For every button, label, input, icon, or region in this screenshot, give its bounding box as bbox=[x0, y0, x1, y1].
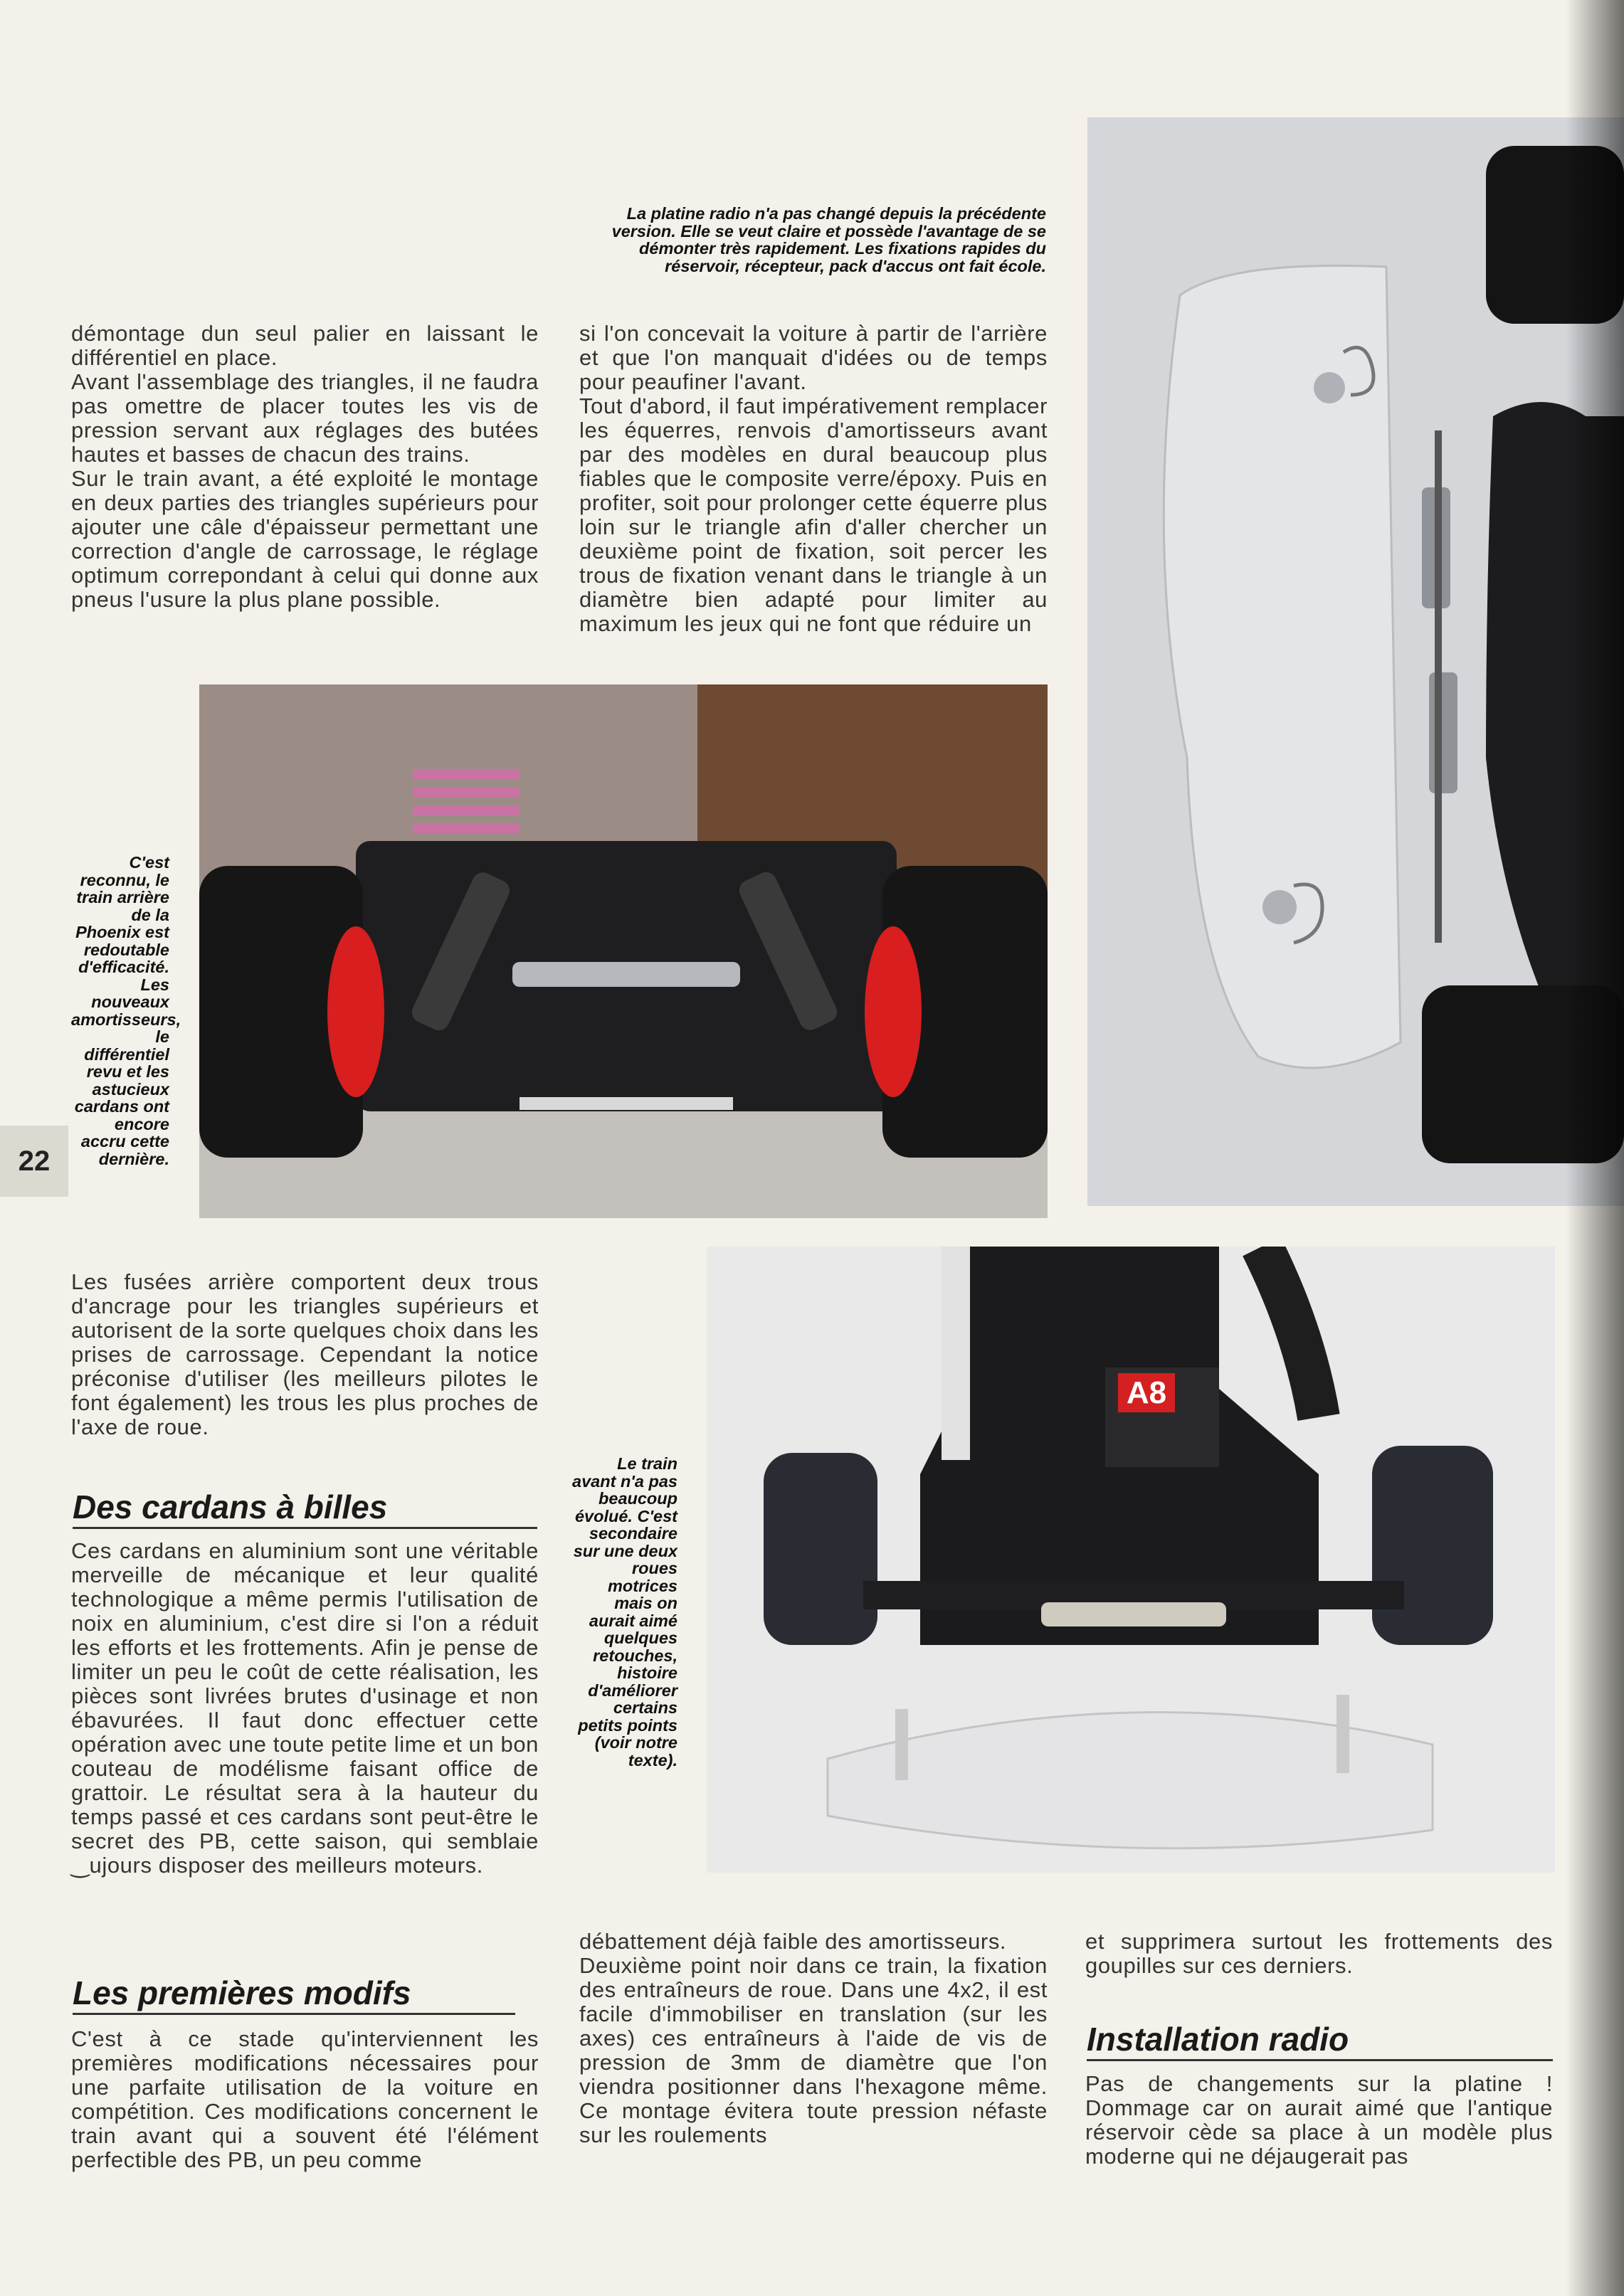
paragraph: débattement déjà faible des amortisseurs. bbox=[579, 1929, 1007, 1954]
caption-radio-plate: La platine radio n'a pas changé depuis la précédente version. Elle se veut claire et possède l'avantage de se démonter très rapidement. Les fixations rapides du réservoir, récepteur, pack d'accus ont fait école. bbox=[611, 204, 1046, 275]
column-right-bottom-b bbox=[1085, 2072, 1553, 2169]
paragraph: Tout d'abord, il faut impérativement remplacer les équerres, renvois d'amortisseurs avant par des modèles en dural beaucoup plus fiables que le composite verre/époxy. Puis en profiter, soit pour prolonger cette équerre plus loin sur le triangle afin d'aller chercher un deuxième point de fixation, soit percer les trous de fixation venant dans le triangle à un diamètre bien adapté pour limiter au maximum les jeux qui ne font que réduire un bbox=[579, 393, 1048, 636]
photo-front-train bbox=[707, 1247, 1555, 1873]
photo-radio-plate bbox=[1087, 117, 1624, 1206]
column-right-bottom-a bbox=[1085, 1930, 1553, 1978]
column-middle-bottom bbox=[579, 1930, 1048, 2147]
paragraph: Ces cardans en aluminium sont une véritable merveille de mécanique et leur qualité technologique a même permis l'utilisation de noix en aluminium, c'est dire si l'on a réduit les efforts et les frottements. Afin je pense de limiter un peu le coût de cette réalisation, les pièces sont livrées brutes d'usinage et non ébavurées. Il faut donc effectuer cette opération avec une toute petite lime et un bon couteau de modélisme faisant office de grattoir. Le résultat sera à la hauteur du temps passé et ces cardans sont peut-être le secret des PB, cette saison, qui semblaie ‿ujours disposer des meilleurs moteurs. bbox=[71, 1538, 539, 1878]
page-number: 22 bbox=[0, 1126, 68, 1197]
caption-front-train: Le train avant n'a pas beaucoup évolué. C'est secondaire sur une deux roues motrices mais on aurait aimé quelques retouches, histoire d'améliorer certains petits points (voir notre texte). bbox=[572, 1454, 677, 1769]
box-badge-text: A8 bbox=[1126, 1375, 1167, 1410]
paragraph: démontage dun seul palier en laissant le différentiel en place. bbox=[71, 321, 539, 370]
paragraph: Avant l'assemblage des triangles, il ne faudra pas omettre de placer toutes les vis de pression servant aux réglages des butées hautes et basses de chacun des trains. bbox=[71, 369, 539, 467]
paragraph: Sur le train avant, a été exploité le montage en deux parties des triangles supérieurs pour ajouter une câle d'épaisseur permettant une correction d'angle de carrossage, le réglage optimum correpondant à celui qui donne aux pneus l'usure la plus plane possible. bbox=[71, 466, 539, 612]
paragraph: Les fusées arrière comportent deux trous d'ancrage pour les triangles supérieurs et autorisent de la sorte quelques choix dans les prises de carrossage. Cependant la notice préconise d'utiliser (les meilleurs pilotes le font également) les trous les plus proches de l'axe de roue. bbox=[71, 1269, 539, 1439]
front-train-image bbox=[707, 1247, 1555, 1873]
column-middle-top bbox=[579, 322, 1048, 636]
radio-plate-image bbox=[1087, 117, 1624, 1206]
paragraph: si l'on concevait la voiture à partir de l'arrière et que l'on manquait d'idées ou de temps pour peaufiner l'avant. bbox=[579, 321, 1048, 394]
paragraph: Deuxième point noir dans ce train, la fixation des entraîneurs de roue. Dans une 4x2, il est facile d'immobiliser en translation (sur les axes) ces entraîneurs à l'aide de vis de pression de 3mm de diamètre que l'on viendra positionner dans l'hexagone même. Ce montage évitera toute pression néfaste sur les roulements bbox=[579, 1953, 1048, 2147]
page-binding-shadow bbox=[1566, 0, 1624, 2296]
column-left-cardans bbox=[71, 1539, 539, 1878]
column-left-modifs bbox=[71, 2027, 539, 2172]
column-left-mid bbox=[71, 1270, 539, 1439]
column-left-top bbox=[71, 322, 539, 612]
paragraph: et supprimera surtout les frottements des goupilles sur ces derniers. bbox=[1085, 1929, 1553, 1978]
heading-modifs: Les premières modifs bbox=[73, 1974, 515, 2015]
photo-rear-train bbox=[199, 684, 1048, 1218]
heading-cardans: Des cardans à billes bbox=[73, 1488, 537, 1529]
heading-radio: Installation radio bbox=[1087, 2021, 1553, 2061]
paragraph: C'est à ce stade qu'interviennent les premières modifications nécessaires pour une parfaite utilisation de la voiture en compétition. Ces modifications concernent le train avant qui a souvent été l'élément perfectible des PB, un peu comme bbox=[71, 2026, 539, 2172]
rear-train-image bbox=[199, 684, 1048, 1218]
caption-rear-train: C'est reconnu, le train arrière de la Phoenix est redoutable d'efficacité. Les nouveaux amortisseurs, le différentiel revu et les astucieux cardans ont encore accru cette dernière. bbox=[71, 853, 181, 1168]
paragraph: Pas de changements sur la platine ! Dommage car on aurait aimé que l'antique réservoir cède sa place à un modèle plus moderne qui ne déjaugerait pas bbox=[1085, 2071, 1553, 2169]
